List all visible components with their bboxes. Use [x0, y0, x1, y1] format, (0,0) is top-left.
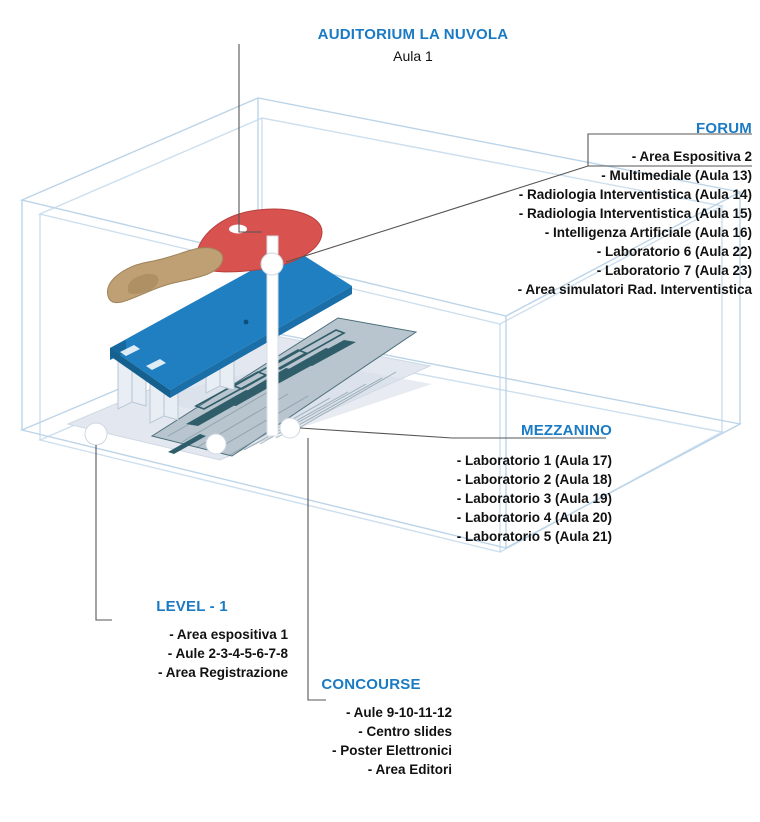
label-line: - Laboratorio 6 (Aula 22) [596, 244, 752, 259]
label-title-level-minus-1: LEVEL - 1 [156, 598, 228, 615]
label-block-concourse [290, 676, 452, 779]
label-line: - Centro slides [358, 724, 452, 739]
label-line: Aula 1 [393, 48, 433, 64]
label-line: - Laboratorio 5 (Aula 21) [456, 529, 612, 544]
label-lines-mezzanino [330, 451, 612, 546]
label-block-mezzanino [330, 422, 612, 546]
label-block-forum [360, 120, 752, 299]
label-title-forum: FORUM [696, 120, 752, 137]
label-line: - Poster Elettronici [331, 743, 452, 758]
label-lines-concourse [290, 703, 452, 779]
label-line: - Radiologia Interventistica (Aula 14) [518, 187, 752, 202]
label-block-auditorium [248, 26, 578, 66]
label-line: - Laboratorio 1 (Aula 17) [456, 453, 612, 468]
label-line: - Laboratorio 7 (Aula 23) [596, 263, 752, 278]
label-lines-level-minus-1 [96, 625, 288, 682]
label-line: - Area Espositiva 2 [631, 149, 752, 164]
label-line: - Area espositiva 1 [169, 627, 288, 642]
label-line: - Laboratorio 2 (Aula 18) [456, 472, 612, 487]
label-line: - Laboratorio 4 (Aula 20) [456, 510, 612, 525]
label-line: - Aule 2-3-4-5-6-7-8 [167, 646, 288, 661]
label-lines-forum [360, 147, 752, 299]
label-line: - Area Editori [367, 762, 452, 777]
label-block-level-minus-1 [96, 598, 288, 682]
label-line: - Area Registrazione [157, 665, 288, 680]
label-title-mezzanino: MEZZANINO [521, 422, 612, 439]
label-line: - Aule 9-10-11-12 [345, 705, 452, 720]
label-line: - Laboratorio 3 (Aula 19) [456, 491, 612, 506]
label-title-concourse: CONCOURSE [321, 676, 421, 693]
label-lines-auditorium [248, 47, 578, 66]
label-line: - Radiologia Interventistica (Aula 15) [518, 206, 752, 221]
label-line: - Area simulatori Rad. Interventistica [517, 282, 752, 297]
label-line: - Multimediale (Aula 13) [601, 168, 752, 183]
label-line: - Intelligenza Artificiale (Aula 16) [544, 225, 752, 240]
label-title-auditorium: AUDITORIUM LA NUVOLA [317, 26, 509, 43]
